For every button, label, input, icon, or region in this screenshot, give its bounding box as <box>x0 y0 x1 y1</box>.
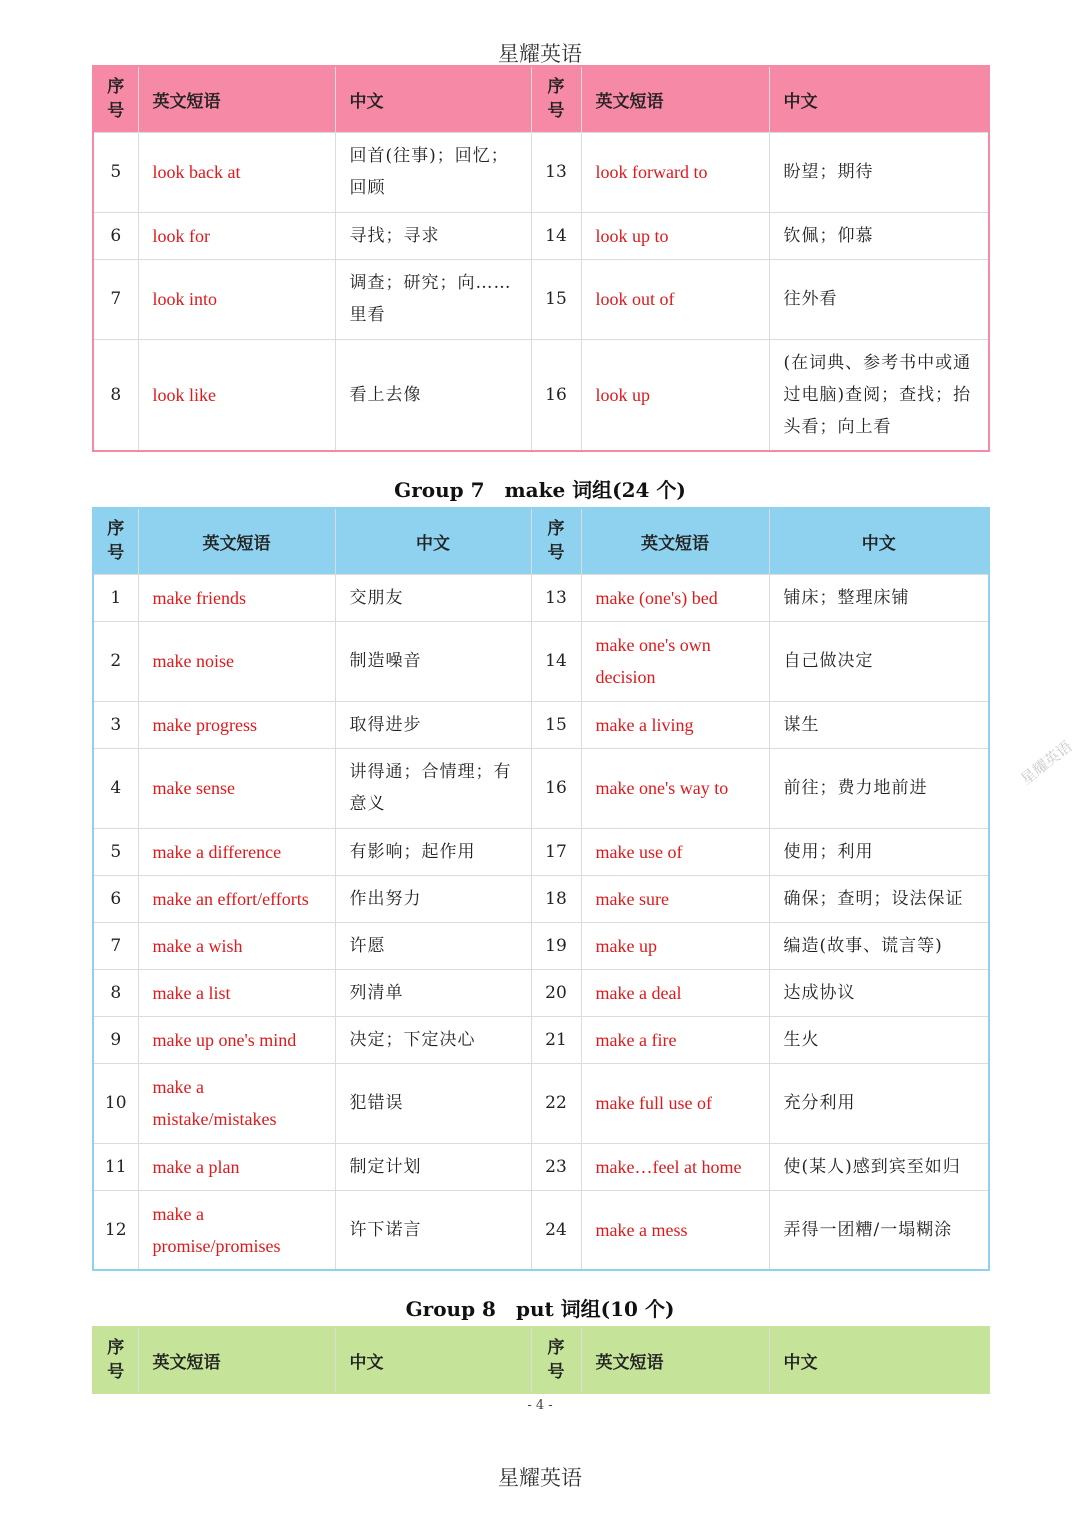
english-phrase: look for <box>138 212 335 259</box>
row-number: 14 <box>531 621 581 701</box>
row-number: 18 <box>531 875 581 922</box>
row-number: 14 <box>531 212 581 259</box>
table-row <box>93 969 989 1016</box>
row-number: 9 <box>93 1016 138 1063</box>
table-row <box>93 1063 989 1143</box>
row-number: 10 <box>93 1063 138 1143</box>
row-number: 22 <box>531 1063 581 1143</box>
english-phrase: make sense <box>138 748 335 828</box>
english-phrase: make a wish <box>138 922 335 969</box>
table-row <box>93 1016 989 1063</box>
english-phrase: make an effort/efforts <box>138 875 335 922</box>
table-row <box>93 212 989 259</box>
header-num: 序 号 <box>531 508 581 574</box>
header-num: 序 号 <box>93 1327 138 1393</box>
header-en: 英文短语 <box>138 508 335 574</box>
english-phrase: make (one's) bed <box>581 574 769 621</box>
table-row <box>93 621 989 701</box>
row-number: 7 <box>93 259 138 339</box>
watermark: 星耀英语 <box>1017 737 1076 789</box>
english-phrase: make friends <box>138 574 335 621</box>
header-zh: 中文 <box>769 66 989 132</box>
chinese-meaning: 确保；查明；设法保证 <box>769 875 989 922</box>
chinese-meaning: 许下诺言 <box>335 1190 531 1270</box>
english-phrase: make one's way to <box>581 748 769 828</box>
chinese-meaning: 钦佩；仰慕 <box>769 212 989 259</box>
row-number: 8 <box>93 339 138 451</box>
group7-title: Group 7 make 词组(24 个) <box>394 478 686 502</box>
chinese-meaning: 谋生 <box>769 701 989 748</box>
english-phrase: make a living <box>581 701 769 748</box>
chinese-meaning: 犯错误 <box>335 1063 531 1143</box>
header-zh: 中文 <box>769 1327 989 1393</box>
table-row <box>93 701 989 748</box>
header-zh: 中文 <box>335 508 531 574</box>
chinese-meaning: 自己做决定 <box>769 621 989 701</box>
row-number: 15 <box>531 701 581 748</box>
english-phrase: make a list <box>138 969 335 1016</box>
chinese-meaning: 使(某人)感到宾至如归 <box>769 1143 989 1190</box>
header-en: 英文短语 <box>581 508 769 574</box>
chinese-meaning: 回首(往事)；回忆；回顾 <box>335 132 531 212</box>
english-phrase: make a mess <box>581 1190 769 1270</box>
chinese-meaning: 交朋友 <box>335 574 531 621</box>
table-header-row <box>93 1327 989 1393</box>
row-number: 13 <box>531 574 581 621</box>
english-phrase: make one's own decision <box>581 621 769 701</box>
table-row <box>93 828 989 875</box>
row-number: 20 <box>531 969 581 1016</box>
english-phrase: make a difference <box>138 828 335 875</box>
english-phrase: make up one's mind <box>138 1016 335 1063</box>
row-number: 7 <box>93 922 138 969</box>
english-phrase: look forward to <box>581 132 769 212</box>
row-number: 13 <box>531 132 581 212</box>
chinese-meaning: 制造噪音 <box>335 621 531 701</box>
row-number: 17 <box>531 828 581 875</box>
english-phrase: look up <box>581 339 769 451</box>
chinese-meaning: 作出努力 <box>335 875 531 922</box>
row-number: 11 <box>93 1143 138 1190</box>
footer-title: 星耀英语 <box>498 1466 582 1490</box>
chinese-meaning: 看上去像 <box>335 339 531 451</box>
chinese-meaning: 铺床；整理床铺 <box>769 574 989 621</box>
row-number: 5 <box>93 828 138 875</box>
header-num: 序 号 <box>531 66 581 132</box>
row-number: 6 <box>93 875 138 922</box>
group8-title: Group 8 put 词组(10 个) <box>405 1297 675 1321</box>
row-number: 1 <box>93 574 138 621</box>
chinese-meaning: 达成协议 <box>769 969 989 1016</box>
look-phrases-table <box>92 65 990 452</box>
row-number: 2 <box>93 621 138 701</box>
chinese-meaning: 往外看 <box>769 259 989 339</box>
table-header-row <box>93 508 989 574</box>
chinese-meaning: 取得进步 <box>335 701 531 748</box>
header-en: 英文短语 <box>581 1327 769 1393</box>
chinese-meaning: 生火 <box>769 1016 989 1063</box>
row-number: 24 <box>531 1190 581 1270</box>
header-num: 序 号 <box>531 1327 581 1393</box>
row-number: 16 <box>531 748 581 828</box>
english-phrase: make use of <box>581 828 769 875</box>
english-phrase: make…feel at home <box>581 1143 769 1190</box>
english-phrase: make a plan <box>138 1143 335 1190</box>
table-row <box>93 574 989 621</box>
table-row <box>93 132 989 212</box>
chinese-meaning: 充分利用 <box>769 1063 989 1143</box>
chinese-meaning: 有影响；起作用 <box>335 828 531 875</box>
chinese-meaning: 编造(故事、谎言等) <box>769 922 989 969</box>
row-number: 23 <box>531 1143 581 1190</box>
put-phrases-table <box>92 1326 990 1394</box>
chinese-meaning: 调查；研究；向……里看 <box>335 259 531 339</box>
english-phrase: look into <box>138 259 335 339</box>
header-num: 序 号 <box>93 508 138 574</box>
table-row <box>93 339 989 451</box>
row-number: 19 <box>531 922 581 969</box>
make-phrases-table <box>92 507 990 1271</box>
english-phrase: make a promise/promises <box>138 1190 335 1270</box>
header-num: 序 号 <box>93 66 138 132</box>
english-phrase: make a mistake/mistakes <box>138 1063 335 1143</box>
english-phrase: look up to <box>581 212 769 259</box>
row-number: 4 <box>93 748 138 828</box>
english-phrase: make sure <box>581 875 769 922</box>
row-number: 5 <box>93 132 138 212</box>
chinese-meaning: 弄得一团糟/一塌糊涂 <box>769 1190 989 1270</box>
header-en: 英文短语 <box>581 66 769 132</box>
row-number: 8 <box>93 969 138 1016</box>
table-row <box>93 922 989 969</box>
header-en: 英文短语 <box>138 1327 335 1393</box>
row-number: 6 <box>93 212 138 259</box>
english-phrase: make noise <box>138 621 335 701</box>
english-phrase: look back at <box>138 132 335 212</box>
table-row <box>93 748 989 828</box>
chinese-meaning: 制定计划 <box>335 1143 531 1190</box>
chinese-meaning: 许愿 <box>335 922 531 969</box>
row-number: 15 <box>531 259 581 339</box>
table-row <box>93 1143 989 1190</box>
row-number: 3 <box>93 701 138 748</box>
header-zh: 中文 <box>335 1327 531 1393</box>
header-zh: 中文 <box>769 508 989 574</box>
row-number: 12 <box>93 1190 138 1270</box>
header-zh: 中文 <box>335 66 531 132</box>
table-header-row <box>93 66 989 132</box>
table-row <box>93 875 989 922</box>
page-number: - 4 - <box>527 1398 553 1413</box>
english-phrase: make full use of <box>581 1063 769 1143</box>
chinese-meaning: 前往；费力地前进 <box>769 748 989 828</box>
chinese-meaning: 寻找；寻求 <box>335 212 531 259</box>
chinese-meaning: 讲得通；合情理；有意义 <box>335 748 531 828</box>
row-number: 16 <box>531 339 581 451</box>
english-phrase: make up <box>581 922 769 969</box>
english-phrase: make a fire <box>581 1016 769 1063</box>
english-phrase: look out of <box>581 259 769 339</box>
english-phrase: make a deal <box>581 969 769 1016</box>
english-phrase: make progress <box>138 701 335 748</box>
chinese-meaning: (在词典、参考书中或通过电脑)查阅；查找；抬头看；向上看 <box>769 339 989 451</box>
table-row <box>93 259 989 339</box>
chinese-meaning: 决定；下定决心 <box>335 1016 531 1063</box>
chinese-meaning: 盼望；期待 <box>769 132 989 212</box>
chinese-meaning: 列清单 <box>335 969 531 1016</box>
row-number: 21 <box>531 1016 581 1063</box>
header-en: 英文短语 <box>138 66 335 132</box>
chinese-meaning: 使用；利用 <box>769 828 989 875</box>
header-title: 星耀英语 <box>498 42 582 66</box>
english-phrase: look like <box>138 339 335 451</box>
table-row <box>93 1190 989 1270</box>
